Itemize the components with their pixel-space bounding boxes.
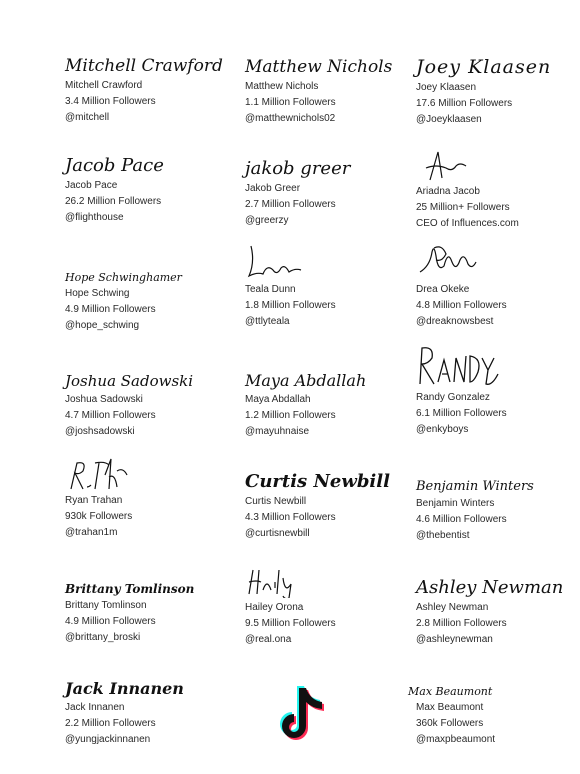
signature-graphic — [245, 564, 415, 598]
influencer-name: Jakob Greer — [245, 183, 301, 194]
influencer-name: Max Beaumont — [416, 702, 484, 713]
influencer-card — [65, 356, 235, 452]
influencer-card — [245, 458, 415, 554]
follower-count: 360k Followers — [416, 718, 484, 729]
follower-count: 4.9 Million Followers — [65, 304, 156, 315]
handle: @maxpbeaumont — [416, 734, 496, 745]
signature: Benjamin Winters — [416, 479, 534, 494]
follower-count: 2.8 Million Followers — [416, 618, 507, 629]
signature: Joey Klaasen — [416, 56, 552, 78]
signature: Jack Innanen — [65, 679, 184, 698]
signature-graphic — [416, 344, 580, 388]
influencer-name: Jacob Pace — [65, 180, 118, 191]
influencer-card — [245, 145, 415, 241]
influencer-name: Ashley Newman — [416, 602, 489, 613]
influencer-card — [65, 142, 235, 238]
follower-count: 25 Million+ Followers — [416, 202, 510, 213]
follower-count: 3.4 Million Followers — [65, 96, 156, 107]
handle: @mitchell — [65, 112, 110, 123]
influencer-card — [65, 457, 235, 553]
influencer-card — [416, 242, 580, 338]
influencer-name: Brittany Tomlinson — [65, 600, 147, 611]
handle: @greerzy — [245, 215, 289, 226]
influencer-name: Hailey Orona — [245, 602, 304, 613]
handle: @mayuhnaise — [245, 426, 310, 437]
follower-count: 4.6 Million Followers — [416, 514, 507, 525]
follower-count: 9.5 Million Followers — [245, 618, 336, 629]
signature: Brittany Tomlinson — [65, 582, 195, 596]
influencer-name: Ryan Trahan — [65, 495, 123, 506]
follower-count: 26.2 Million Followers — [65, 196, 162, 207]
follower-count: 1.8 Million Followers — [245, 300, 336, 311]
signature-graphic — [416, 242, 580, 280]
handle: CEO of Influences.com — [416, 218, 519, 229]
follower-count: 1.1 Million Followers — [245, 97, 336, 108]
handle: @dreaknowsbest — [416, 316, 494, 327]
influencer-card — [65, 42, 235, 138]
signature-graphic — [416, 148, 580, 182]
influencer-name: Hope Schwing — [65, 288, 130, 299]
influencer-name: Joshua Sadowski — [65, 394, 143, 405]
follower-count: 4.7 Million Followers — [65, 410, 156, 421]
follower-count: 2.2 Million Followers — [65, 718, 156, 729]
tiktok-logo-icon — [272, 682, 332, 752]
signature: Matthew Nichols — [245, 57, 393, 77]
handle: @matthewnichols02 — [245, 113, 336, 124]
signature: Joshua Sadowski — [65, 372, 194, 390]
influencer-card — [65, 250, 235, 346]
signature: Hope Schwinghamer — [65, 271, 182, 284]
influencer-name: Drea Okeke — [416, 284, 470, 295]
follower-count: 930k Followers — [65, 511, 133, 522]
influencer-name: Ariadna Jacob — [416, 186, 480, 197]
influencer-name: Jack Innanen — [65, 702, 125, 713]
signature: Mitchell Crawford — [65, 56, 223, 76]
influencer-name: Randy Gonzalez — [416, 392, 490, 403]
influencer-card — [245, 43, 415, 139]
follower-count: 4.9 Million Followers — [65, 616, 156, 627]
follower-count: 17.6 Million Followers — [416, 98, 513, 109]
influencer-name: Curtis Newbill — [245, 496, 307, 507]
handle: @flighthouse — [65, 212, 124, 223]
influencer-name: Mitchell Crawford — [65, 80, 143, 91]
handle: @joshsadowski — [65, 426, 135, 437]
influencer-name: Matthew Nichols — [245, 81, 319, 92]
handle: @curtisnewbill — [245, 528, 310, 539]
follower-count: 6.1 Million Followers — [416, 408, 507, 419]
influencer-name: Benjamin Winters — [416, 498, 495, 509]
signature: Maya Abdallah — [245, 371, 367, 390]
handle: @enkyboys — [416, 424, 469, 435]
handle: @hope_schwing — [65, 320, 140, 331]
signature: Ashley Newman — [416, 577, 564, 598]
follower-count: 2.7 Million Followers — [245, 199, 336, 210]
handle: @Joeyklaasen — [416, 114, 482, 125]
handle: @brittany_broski — [65, 632, 141, 643]
influencer-card — [416, 44, 580, 140]
signature: Curtis Newbill — [245, 471, 390, 492]
influencer-card — [416, 460, 580, 556]
influencer-card — [416, 344, 580, 440]
signature: Jacob Pace — [65, 155, 164, 176]
follower-count: 4.3 Million Followers — [245, 512, 336, 523]
follower-count: 4.8 Million Followers — [416, 300, 507, 311]
signature: jakob greer — [245, 158, 351, 179]
influencer-name: Teala Dunn — [245, 284, 296, 295]
influencer-name: Maya Abdallah — [245, 394, 311, 405]
handle: @ashleynewman — [416, 634, 493, 645]
influencer-card — [416, 148, 580, 244]
influencer-card — [245, 356, 415, 452]
handle: @thebentist — [416, 530, 470, 541]
signature-graphic — [65, 457, 235, 491]
influencer-card — [416, 564, 580, 660]
handle: @yungjackinnanen — [65, 734, 151, 745]
influencer-card — [65, 562, 235, 658]
influencer-card — [245, 242, 415, 338]
handle: @ttlyteala — [245, 316, 290, 327]
signature-graphic — [245, 242, 415, 280]
handle: @trahan1m — [65, 527, 118, 538]
influencer-card — [245, 564, 415, 660]
signature: Max Beaumont — [408, 685, 493, 698]
influencer-card — [65, 664, 235, 760]
influencer-card — [406, 664, 556, 760]
follower-count: 1.2 Million Followers — [245, 410, 336, 421]
influencer-name: Joey Klaasen — [416, 82, 477, 93]
handle: @real.ona — [245, 634, 292, 645]
